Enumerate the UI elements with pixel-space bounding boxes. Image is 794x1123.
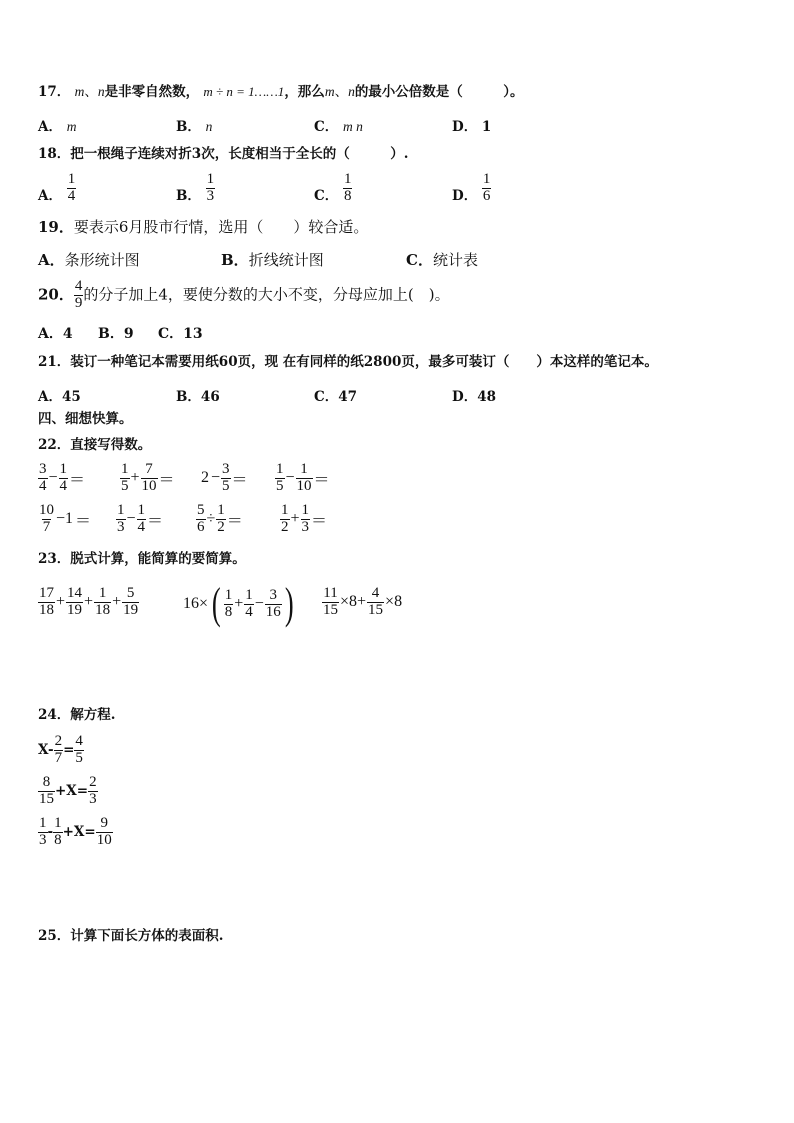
option-b[interactable]: B．折线统计图 [221,251,324,269]
fraction: $\frac{1}{6}$ [482,171,491,204]
question-number: 17． [38,84,71,100]
option-d[interactable]: D．48 [452,389,497,405]
question-number: 21． [38,354,71,370]
option-c[interactable]: C．47 [314,389,358,405]
calc-item: $\frac{3}{4}$ − $\frac{1}{4}$ ＝ [39,461,86,494]
question-number: 25． [38,928,71,944]
question-25: 25．计算下面长方体的表面积. [38,928,224,944]
calc-item: $\frac{1}{2}$ + $\frac{1}{3}$ ＝ [281,502,328,535]
calc-item: $\frac{5}{6}$ ÷ $\frac{1}{2}$ ＝ [197,502,243,535]
question-18: 18．把一根绳子连续对折3次，长度相当于全长的（ ）. [38,146,409,162]
options-20 [38,323,758,343]
question-20: 20． $\frac{4}{9}$ 的分子加上4，要使分数的大小不变，分母应加上( )。 [38,278,450,311]
calc-item: $\frac{1}{5}$ + $\frac{7}{10}$ ＝ [121,461,175,494]
option-c[interactable]: C． m n [314,119,363,135]
fraction: $\frac{1}{8}$ [343,171,352,204]
option-a[interactable]: A． m [38,119,77,135]
question-22: 22．直接写得数。 [38,437,152,453]
options-21 [38,385,758,405]
option-b[interactable]: B． $\frac{1}{3}$ [176,171,215,204]
option-a[interactable]: A．条形统计图 [38,251,140,269]
fraction: $\frac{4}{9}$ [74,278,83,311]
expression-3: $\frac{11}{15}$ ×8+ $\frac{4}{15}$ ×8 [323,585,403,618]
expression-2: 16×( $\frac{1}{8}$ + $\frac{1}{4}$ − $\frac{3}{16}$ ) [183,579,294,628]
option-d[interactable]: D． 1 [452,119,492,135]
option-d[interactable]: D． $\frac{1}{6}$ [452,171,491,204]
question-number: 19． [38,218,74,236]
section-heading: 四、细想快算。 [38,411,133,427]
option-c[interactable]: C．统计表 [406,251,478,269]
question-21: 21．装订一种笔记本需要用纸60页，现 在有同样的纸2800页，最多可装订（ ）本这样的笔记本。 [38,354,658,370]
option-b[interactable]: B．9 [98,326,134,342]
option-c[interactable]: C． $\frac{1}{8}$ [314,171,352,204]
options-17 [38,115,758,135]
option-a[interactable]: A．4 [38,326,73,342]
calc-item: 2 − $\frac{3}{5}$ ＝ [201,461,248,494]
equation-2: $\frac{8}{15}$ +X= $\frac{2}{3}$ [39,774,97,807]
question-number: 18． [38,146,71,162]
expression-1: $\frac{17}{18}$ + $\frac{14}{19}$ + $\frac{1}{18}$ + $\frac{5}{19}$ [39,585,139,618]
division-expression: m ÷ n = 1……1 [203,84,285,99]
fraction: $\frac{1}{4}$ [67,171,76,204]
question-number: 23． [38,551,71,567]
option-b[interactable]: B． n [176,119,213,135]
question-number: 22． [38,437,71,453]
calc-item: $\frac{1}{5}$ − $\frac{1}{10}$ ＝ [276,461,330,494]
option-c[interactable]: C．13 [158,326,203,342]
question-number: 20． [38,285,74,304]
equation-3: $\frac{1}{3}$ - $\frac{1}{8}$ +X= $\frac{9}{10}$ [39,815,112,848]
options-18 [38,172,758,212]
question-23: 23．脱式计算，能简算的要简算。 [38,551,246,567]
question-19: 19．要表示6月股市行情，选用（ ）较合适。 [38,218,369,236]
question-17: 17． m、n是非零自然数， m ÷ n = 1……1，那么m、n的最小公倍数是（ ）。 [38,84,524,100]
calc-item: $\frac{1}{3}$ − $\frac{1}{4}$ ＝ [117,502,164,535]
question-24: 24．解方程. [38,707,116,723]
fraction: $\frac{1}{3}$ [206,171,215,204]
option-a[interactable]: A．45 [38,389,81,405]
option-a[interactable]: A． $\frac{1}{4}$ [38,171,76,204]
options-19 [38,249,758,269]
question-number: 24． [38,707,71,723]
equation-1: X- $\frac{2}{7}$ = $\frac{4}{5}$ [38,733,83,766]
option-b[interactable]: B．46 [176,389,220,405]
calc-item: $\frac{10}{7}$ −1 ＝ [39,502,92,535]
